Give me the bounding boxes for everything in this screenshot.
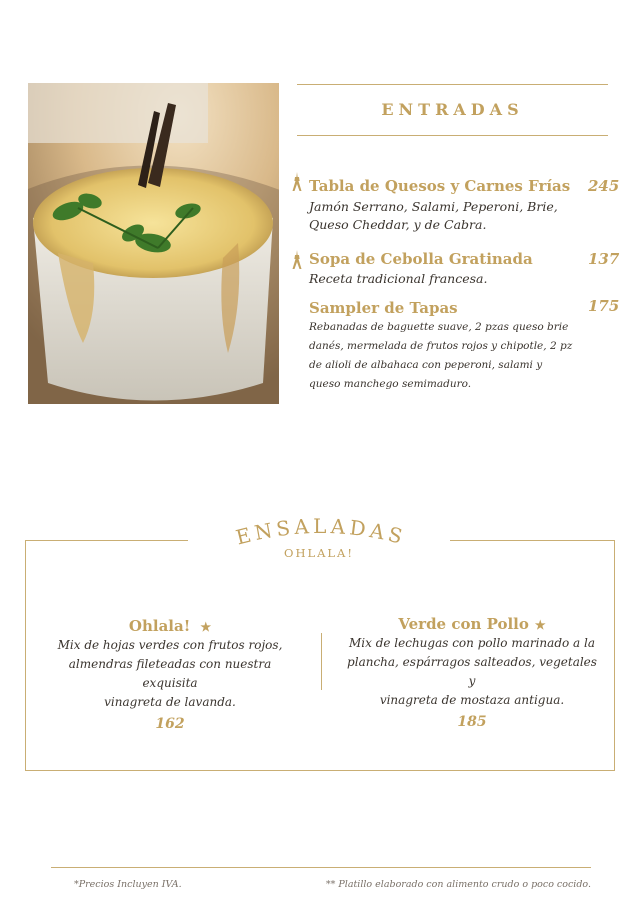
ensaladas-title-text: ENSALADAS bbox=[233, 513, 409, 550]
star-icon: ★ bbox=[534, 618, 546, 632]
section-title-entradas: ENTRADAS bbox=[381, 100, 524, 119]
footer-note-prices: *Precios Incluyen IVA. bbox=[74, 879, 182, 890]
salad-name: Verde con Pollo bbox=[398, 615, 529, 633]
salad-price: 162 bbox=[155, 716, 185, 732]
item-price: 175 bbox=[588, 297, 620, 315]
salad-price: 185 bbox=[457, 714, 487, 730]
menu-item bbox=[309, 177, 609, 234]
eiffel-tower-icon bbox=[291, 250, 303, 270]
salad-item bbox=[346, 615, 598, 730]
item-description bbox=[309, 198, 609, 234]
salad-name-row bbox=[44, 617, 296, 635]
desc-line: danés, mermelada de frutos rojos y chipotle, 2 pz bbox=[309, 340, 573, 352]
item-price: 245 bbox=[588, 177, 620, 195]
footer-note-raw-food: ** Platillo elaborado con alimento crudo o poco cocido. bbox=[325, 879, 591, 890]
vertical-divider bbox=[321, 633, 322, 690]
star-icon: ★ bbox=[200, 620, 212, 634]
salad-name-row bbox=[346, 615, 598, 633]
desc-line: Receta tradicional francesa. bbox=[309, 271, 488, 286]
section-subtitle: OHLALA! bbox=[284, 546, 354, 560]
bottom-rule bbox=[297, 135, 608, 136]
menu-item bbox=[309, 299, 609, 394]
desc-line: vinagreta de mostaza antigua. bbox=[379, 693, 565, 707]
item-name: Tabla de Quesos y Carnes Frías bbox=[309, 177, 571, 195]
item-name: Sopa de Cebolla Gratinada bbox=[309, 250, 533, 268]
desc-line: Rebanadas de baguette suave, 2 pzas queso brie bbox=[309, 321, 569, 333]
salad-name: Ohlala! bbox=[128, 617, 191, 635]
top-rule bbox=[297, 84, 608, 85]
desc-line: de alioli de albahaca con peperoni, salami y bbox=[309, 359, 543, 371]
item-price: 137 bbox=[588, 250, 620, 268]
desc-line: almendras fileteadas con nuestra exquisita bbox=[68, 657, 272, 690]
desc-line: Mix de hojas verdes con frutos rojos, bbox=[57, 638, 283, 652]
desc-line: Mix de lechugas con pollo marinado a la bbox=[348, 636, 595, 650]
desc-line: Jamón Serrano, Salami, Peperoni, Brie, bbox=[309, 199, 558, 214]
desc-line: Queso Cheddar, y de Cabra. bbox=[309, 217, 487, 232]
desc-line: vinagreta de lavanda. bbox=[104, 695, 236, 709]
eiffel-tower-icon bbox=[291, 172, 303, 192]
onion-soup-photo bbox=[28, 83, 279, 404]
item-description bbox=[309, 270, 609, 288]
item-name: Sampler de Tapas bbox=[309, 299, 458, 317]
salad-item bbox=[44, 617, 296, 732]
svg-text:ENSALADAS bbox=[233, 514, 408, 549]
footer-rule bbox=[51, 867, 591, 868]
salad-description bbox=[346, 634, 598, 710]
desc-line: queso manchego semimaduro. bbox=[309, 378, 472, 390]
menu-item bbox=[309, 250, 609, 288]
salad-description bbox=[44, 636, 296, 712]
item-description bbox=[309, 318, 609, 394]
desc-line: plancha, espárragos salteados, vegetales y bbox=[347, 655, 597, 688]
